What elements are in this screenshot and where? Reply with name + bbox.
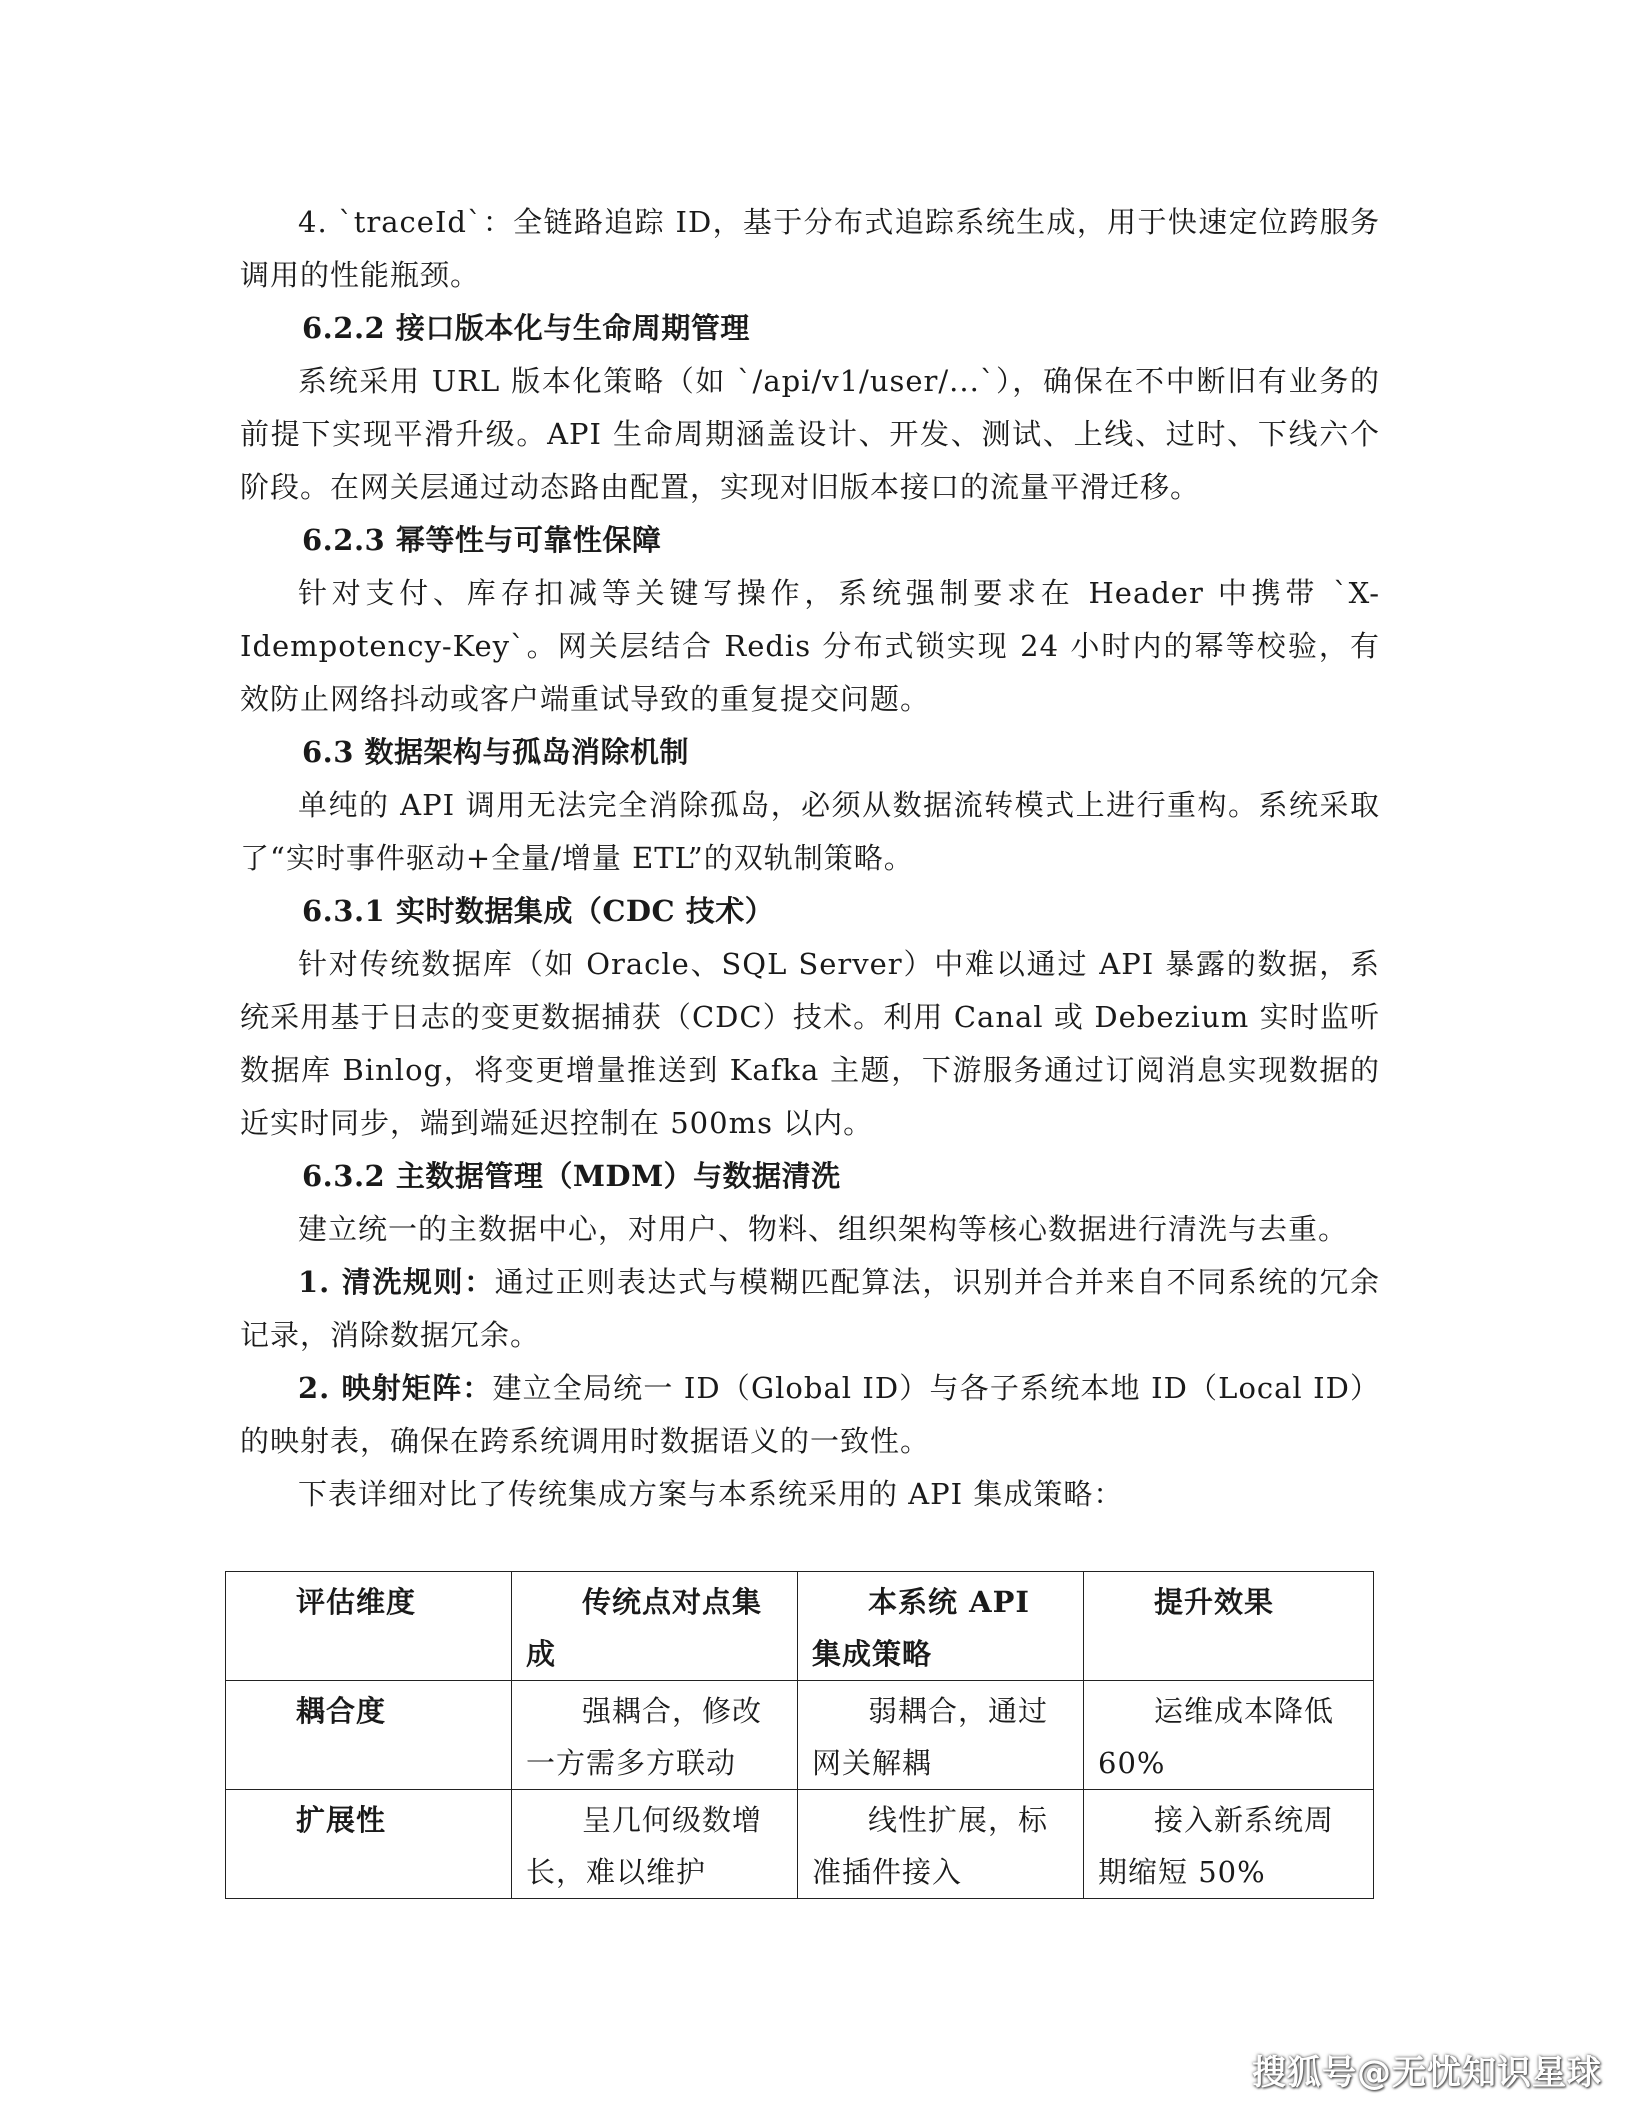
paragraph-cleaning-rules bbox=[240, 1256, 1380, 1362]
paragraph-table-intro: 下表详细对比了传统集成方案与本系统采用的 API 集成策略： bbox=[298, 1477, 1124, 1511]
heading-6-3: 6.3 数据架构与孤岛消除机制 bbox=[302, 735, 690, 769]
paragraph-idempotency: 针对支付、库存扣减等关键写操作，系统强制要求在 Header 中携带 `X-Idempotency-Key`。网关层结合 Redis 分布式锁实现 24 小时内的幂等校验，有效防止网络抖动或客户端重试导致的重复提交问题。 bbox=[240, 576, 1380, 716]
cleaning-rules-label: 1. 清洗规则： bbox=[298, 1265, 495, 1299]
heading-6-3-1: 6.3.1 实时数据集成（CDC 技术） bbox=[302, 894, 775, 928]
header-api-strategy: 本系统 API 集成策略 bbox=[798, 1572, 1084, 1681]
table-row bbox=[226, 1790, 1374, 1899]
paragraph-traceid: 4. `traceId`：全链路追踪 ID，基于分布式追踪系统生成，用于快速定位跨服务调用的性能瓶颈。 bbox=[240, 205, 1380, 292]
table-header-row bbox=[226, 1572, 1374, 1681]
table-row bbox=[226, 1681, 1374, 1790]
header-improvement: 提升效果 bbox=[1084, 1572, 1374, 1681]
header-traditional: 传统点对点集成 bbox=[512, 1572, 798, 1681]
paragraph-mdm: 建立统一的主数据中心，对用户、物料、组织架构等核心数据进行清洗与去重。 bbox=[298, 1212, 1349, 1246]
watermark: 搜狐号@无忧知识星球 bbox=[1252, 2053, 1602, 2093]
row-dimension: 扩展性 bbox=[226, 1790, 512, 1899]
heading-6-3-2: 6.3.2 主数据管理（MDM）与数据清洗 bbox=[302, 1159, 841, 1193]
row-api-strategy: 线性扩展，标准插件接入 bbox=[798, 1790, 1084, 1899]
document-body bbox=[240, 196, 1380, 1521]
paragraph-mapping-matrix bbox=[240, 1362, 1380, 1468]
heading-6-2-3: 6.2.3 幂等性与可靠性保障 bbox=[302, 523, 662, 557]
mapping-matrix-text: 建立全局统一 ID（Global ID）与各子系统本地 ID（Local ID）的映射表，确保在跨系统调用时数据语义的一致性。 bbox=[240, 1371, 1380, 1458]
paragraph-data-architecture: 单纯的 API 调用无法完全消除孤岛，必须从数据流转模式上进行重构。系统采取了“实时事件驱动+全量/增量 ETL”的双轨制策略。 bbox=[240, 788, 1380, 875]
row-traditional: 强耦合，修改一方需多方联动 bbox=[512, 1681, 798, 1790]
row-api-strategy: 弱耦合，通过网关解耦 bbox=[798, 1681, 1084, 1790]
mapping-matrix-label: 2. 映射矩阵： bbox=[298, 1371, 493, 1405]
row-improvement: 运维成本降低 60% bbox=[1084, 1681, 1374, 1790]
row-improvement: 接入新系统周期缩短 50% bbox=[1084, 1790, 1374, 1899]
paragraph-versioning: 系统采用 URL 版本化策略（如 `/api/v1/user/...`），确保在不中断旧有业务的前提下实现平滑升级。API 生命周期涵盖设计、开发、测试、上线、过时、下线六个阶段。在网关层通过动态路由配置，实现对旧版本接口的流量平滑迁移。 bbox=[240, 364, 1380, 504]
paragraph-cdc: 针对传统数据库（如 Oracle、SQL Server）中难以通过 API 暴露的数据，系统采用基于日志的变更数据捕获（CDC）技术。利用 Canal 或 Debezium 实时监听数据库 Binlog，将变更增量推送到 Kafka 主题，下游服务通过订阅消息实现数据的近实时同步，端到端延迟控制在 500ms 以内。 bbox=[240, 947, 1380, 1140]
header-dimension: 评估维度 bbox=[226, 1572, 512, 1681]
row-dimension: 耦合度 bbox=[226, 1681, 512, 1790]
row-traditional: 呈几何级数增长，难以维护 bbox=[512, 1790, 798, 1899]
heading-6-2-2: 6.2.2 接口版本化与生命周期管理 bbox=[302, 311, 750, 345]
cleaning-rules-text: 通过正则表达式与模糊匹配算法，识别并合并来自不同系统的冗余记录，消除数据冗余。 bbox=[240, 1265, 1380, 1352]
comparison-table bbox=[225, 1571, 1374, 1899]
